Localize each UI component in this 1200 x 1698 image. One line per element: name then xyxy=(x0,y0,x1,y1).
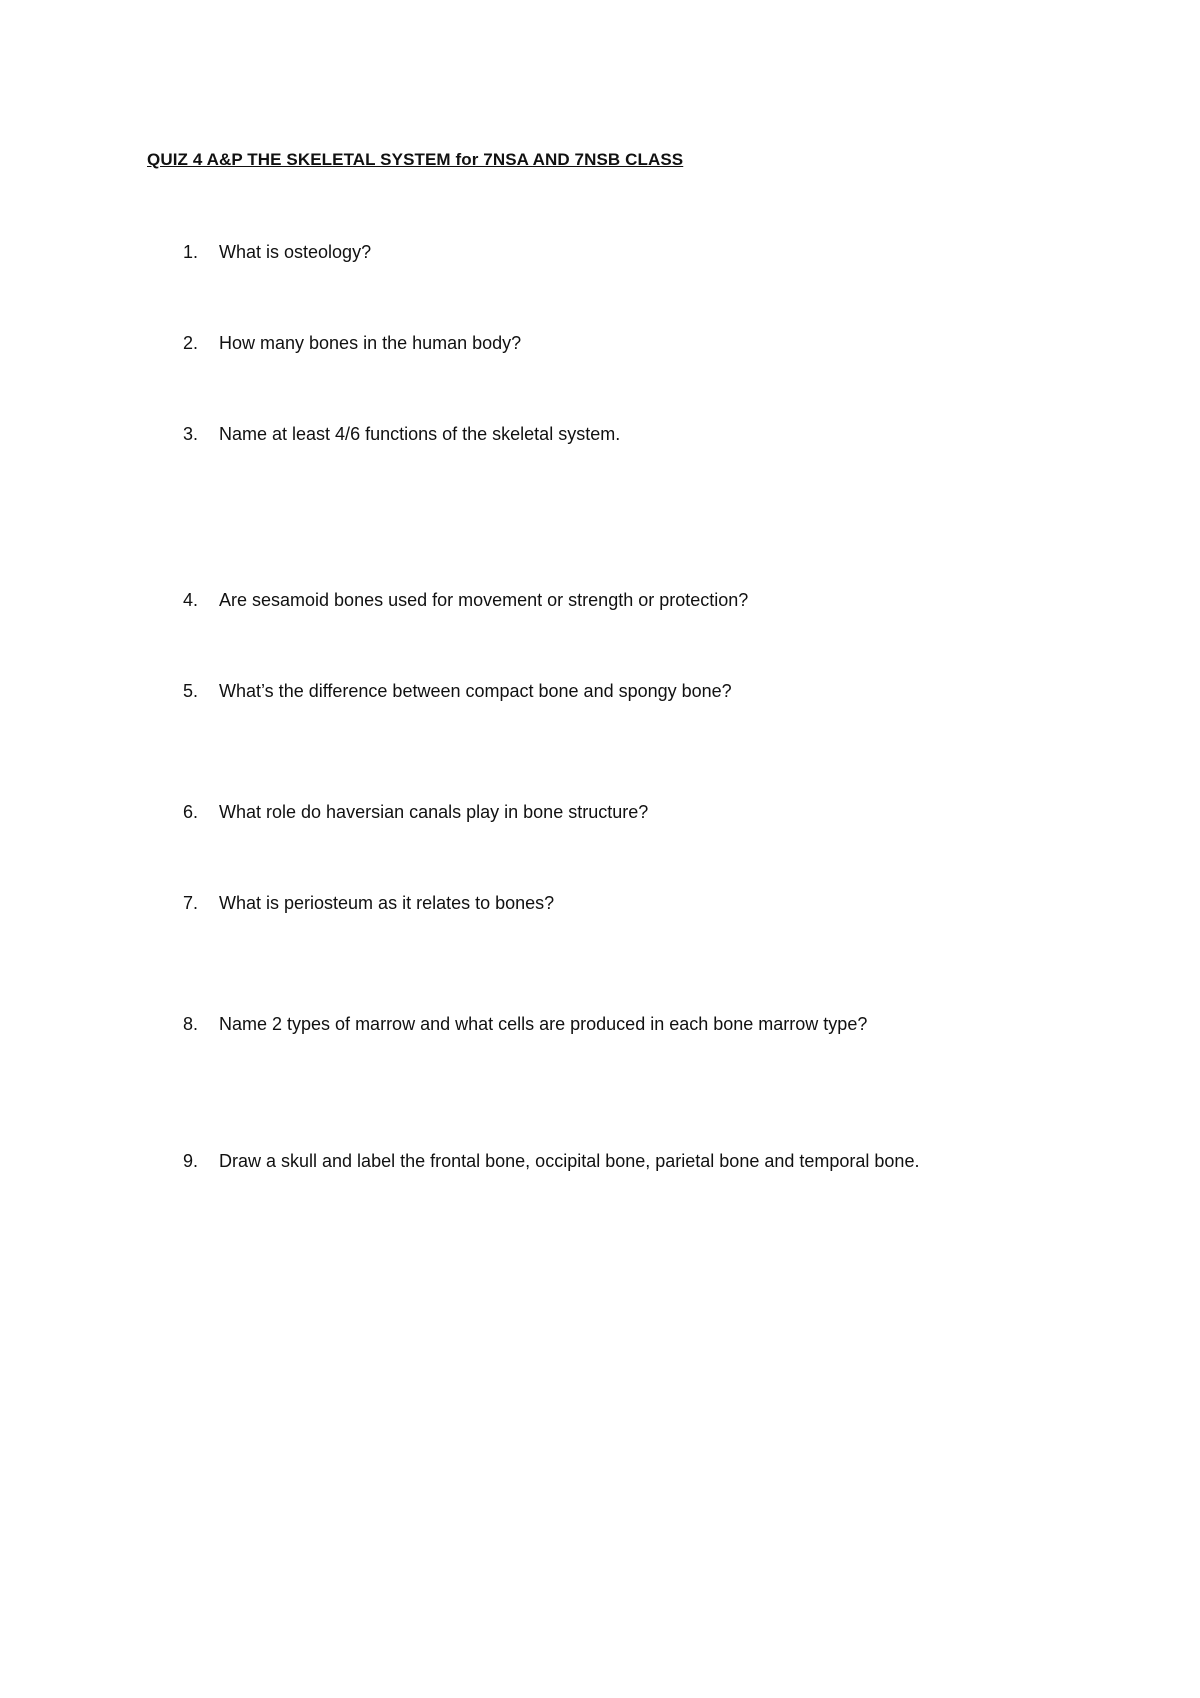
quiz-title: QUIZ 4 A&P THE SKELETAL SYSTEM for 7NSA AND 7NSB CLASS xyxy=(147,150,684,169)
question-item xyxy=(183,801,648,823)
question-item xyxy=(183,1150,919,1172)
question-number: 6. xyxy=(183,802,199,822)
question-number: 3. xyxy=(183,424,199,444)
question-number: 1. xyxy=(183,242,199,262)
question-number: 2. xyxy=(183,333,199,353)
question-item xyxy=(183,589,748,611)
question-text: Are sesamoid bones used for movement or strength or protection? xyxy=(219,590,749,610)
question-item xyxy=(183,423,620,445)
question-number: 7. xyxy=(183,893,199,913)
question-number: 8. xyxy=(183,1014,199,1034)
question-item xyxy=(183,241,371,263)
question-text: Draw a skull and label the frontal bone, occipital bone, parietal bone and temporal bone. xyxy=(219,1151,920,1171)
question-text: How many bones in the human body? xyxy=(219,333,522,353)
question-text: What role do haversian canals play in bone structure? xyxy=(219,802,649,822)
question-item xyxy=(183,1013,867,1035)
question-number: 5. xyxy=(183,681,199,701)
question-text: What’s the difference between compact bone and spongy bone? xyxy=(219,681,732,701)
question-text: Name 2 types of marrow and what cells are produced in each bone marrow type? xyxy=(219,1014,868,1034)
question-number: 9. xyxy=(183,1151,199,1171)
question-text: What is periosteum as it relates to bones? xyxy=(219,893,555,913)
question-item xyxy=(183,332,521,354)
question-number: 4. xyxy=(183,590,199,610)
question-item xyxy=(183,680,732,702)
question-text: Name at least 4/6 functions of the skeletal system. xyxy=(219,424,621,444)
question-text: What is osteology? xyxy=(219,242,372,262)
question-item xyxy=(183,892,554,914)
